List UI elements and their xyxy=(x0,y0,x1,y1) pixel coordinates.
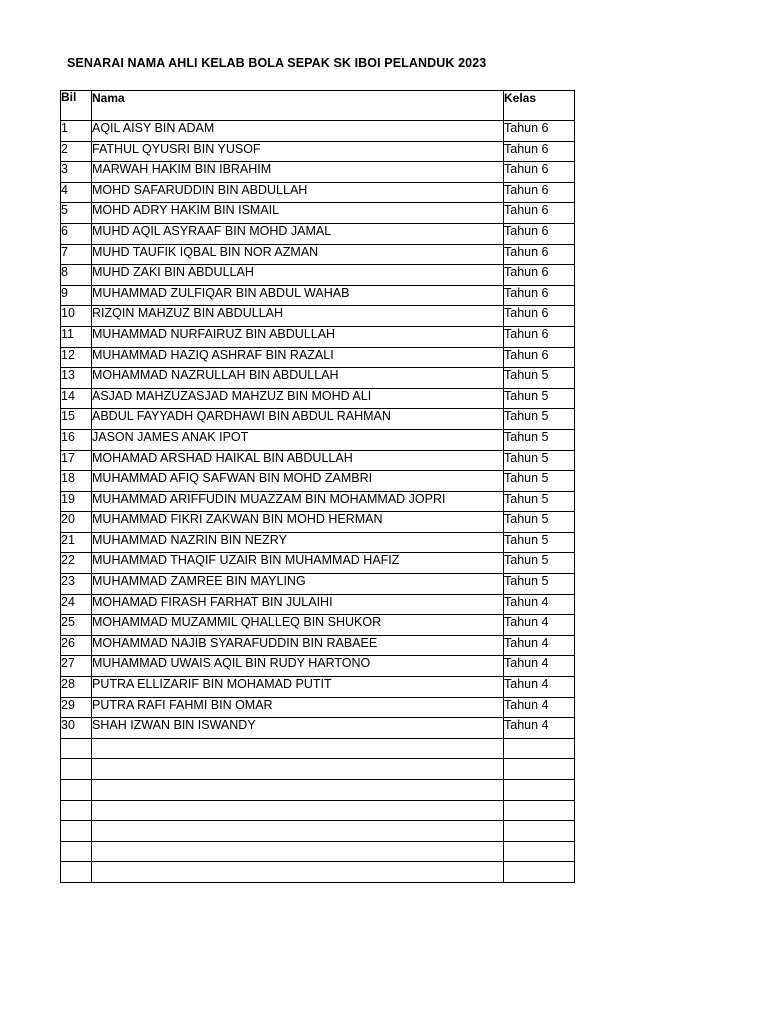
table-row xyxy=(61,821,575,842)
student-name: MUHAMMAD ZULFIQAR BIN ABDUL WAHAB xyxy=(92,285,504,306)
table-row xyxy=(61,162,575,183)
student-name: MOHAMAD FIRASH FARHAT BIN JULAIHI xyxy=(92,594,504,615)
table-row xyxy=(61,326,575,347)
student-name: MOHAMMAD NAZRULLAH BIN ABDULLAH xyxy=(92,368,504,389)
student-class: Tahun 6 xyxy=(504,141,575,162)
student-name: MUHAMMAD THAQIF UZAIR BIN MUHAMMAD HAFIZ xyxy=(92,553,504,574)
student-name: MOHAMAD ARSHAD HAIKAL BIN ABDULLAH xyxy=(92,450,504,471)
row-number: 17 xyxy=(61,450,92,471)
row-number: 2 xyxy=(61,141,92,162)
student-class: Tahun 6 xyxy=(504,326,575,347)
table-row xyxy=(61,306,575,327)
row-number xyxy=(61,759,92,780)
row-number: 26 xyxy=(61,635,92,656)
row-number: 24 xyxy=(61,594,92,615)
student-name: ABDUL FAYYADH QARDHAWI BIN ABDUL RAHMAN xyxy=(92,409,504,430)
student-name xyxy=(92,780,504,801)
student-class: Tahun 5 xyxy=(504,450,575,471)
student-name: MOHD SAFARUDDIN BIN ABDULLAH xyxy=(92,182,504,203)
student-name: MUHAMMAD ZAMREE BIN MAYLING xyxy=(92,574,504,595)
row-number: 7 xyxy=(61,244,92,265)
table-row xyxy=(61,388,575,409)
student-class: Tahun 6 xyxy=(504,285,575,306)
student-name: MUHAMMAD FIKRI ZAKWAN BIN MOHD HERMAN xyxy=(92,512,504,533)
student-class: Tahun 5 xyxy=(504,409,575,430)
student-class: Tahun 4 xyxy=(504,656,575,677)
student-name: JASON JAMES ANAK IPOT xyxy=(92,429,504,450)
table-row xyxy=(61,121,575,142)
row-number xyxy=(61,800,92,821)
row-number: 1 xyxy=(61,121,92,142)
student-name: AQIL AISY BIN ADAM xyxy=(92,121,504,142)
table-row xyxy=(61,347,575,368)
student-name: MUHAMMAD NURFAIRUZ BIN ABDULLAH xyxy=(92,326,504,347)
student-class: Tahun 6 xyxy=(504,203,575,224)
table-row xyxy=(61,718,575,739)
student-class: Tahun 5 xyxy=(504,388,575,409)
table-row xyxy=(61,409,575,430)
student-name: ASJAD MAHZUZASJAD MAHZUZ BIN MOHD ALI xyxy=(92,388,504,409)
row-number: 20 xyxy=(61,512,92,533)
student-name: MARWAH HAKIM BIN IBRAHIM xyxy=(92,162,504,183)
student-class: Tahun 4 xyxy=(504,615,575,636)
student-name: MOHAMMAD MUZAMMIL QHALLEQ BIN SHUKOR xyxy=(92,615,504,636)
student-name: SHAH IZWAN BIN ISWANDY xyxy=(92,718,504,739)
table-row xyxy=(61,862,575,883)
row-number: 30 xyxy=(61,718,92,739)
table-row xyxy=(61,697,575,718)
student-class xyxy=(504,821,575,842)
student-name xyxy=(92,800,504,821)
row-number: 18 xyxy=(61,471,92,492)
student-class: Tahun 4 xyxy=(504,718,575,739)
table-row xyxy=(61,759,575,780)
table-row xyxy=(61,285,575,306)
student-class xyxy=(504,862,575,883)
table-row xyxy=(61,635,575,656)
student-class: Tahun 6 xyxy=(504,306,575,327)
table-header-row xyxy=(61,91,575,121)
student-name: RIZQIN MAHZUZ BIN ABDULLAH xyxy=(92,306,504,327)
row-number: 19 xyxy=(61,491,92,512)
student-class: Tahun 5 xyxy=(504,368,575,389)
student-name: MUHAMMAD NAZRIN BIN NEZRY xyxy=(92,532,504,553)
student-name: MUHAMMAD HAZIQ ASHRAF BIN RAZALI xyxy=(92,347,504,368)
student-class: Tahun 5 xyxy=(504,512,575,533)
student-class xyxy=(504,780,575,801)
header-bil: Bil xyxy=(61,91,92,121)
table-row xyxy=(61,574,575,595)
table-row xyxy=(61,450,575,471)
student-name: PUTRA RAFI FAHMI BIN OMAR xyxy=(92,697,504,718)
row-number xyxy=(61,862,92,883)
row-number: 4 xyxy=(61,182,92,203)
student-class xyxy=(504,800,575,821)
table-row xyxy=(61,429,575,450)
row-number: 12 xyxy=(61,347,92,368)
row-number: 8 xyxy=(61,265,92,286)
table-row xyxy=(61,223,575,244)
table-row xyxy=(61,532,575,553)
student-name: MUHAMMAD ARIFFUDIN MUAZZAM BIN MOHAMMAD JOPRI xyxy=(92,491,504,512)
student-name xyxy=(92,759,504,780)
table-row xyxy=(61,677,575,698)
row-number xyxy=(61,841,92,862)
table-row xyxy=(61,265,575,286)
student-name: MOHAMMAD NAJIB SYARAFUDDIN BIN RABAEE xyxy=(92,635,504,656)
row-number: 10 xyxy=(61,306,92,327)
student-name: MUHD TAUFIK IQBAL BIN NOR AZMAN xyxy=(92,244,504,265)
student-class: Tahun 4 xyxy=(504,594,575,615)
table-row xyxy=(61,594,575,615)
student-class: Tahun 6 xyxy=(504,244,575,265)
student-class: Tahun 5 xyxy=(504,532,575,553)
student-name: MUHD ZAKI BIN ABDULLAH xyxy=(92,265,504,286)
table-row xyxy=(61,141,575,162)
row-number xyxy=(61,738,92,759)
table-row xyxy=(61,368,575,389)
row-number xyxy=(61,821,92,842)
table-row xyxy=(61,738,575,759)
student-name xyxy=(92,821,504,842)
student-name: MUHAMMAD UWAIS AQIL BIN RUDY HARTONO xyxy=(92,656,504,677)
table-row xyxy=(61,841,575,862)
student-name xyxy=(92,862,504,883)
row-number: 21 xyxy=(61,532,92,553)
table-row xyxy=(61,780,575,801)
row-number: 16 xyxy=(61,429,92,450)
header-kelas: Kelas xyxy=(504,91,575,121)
table-row xyxy=(61,512,575,533)
table-row xyxy=(61,182,575,203)
student-class: Tahun 6 xyxy=(504,223,575,244)
row-number: 11 xyxy=(61,326,92,347)
row-number: 15 xyxy=(61,409,92,430)
row-number: 3 xyxy=(61,162,92,183)
table-row xyxy=(61,244,575,265)
student-name: MUHAMMAD AFIQ SAFWAN BIN MOHD ZAMBRI xyxy=(92,471,504,492)
table-row xyxy=(61,615,575,636)
student-class: Tahun 5 xyxy=(504,491,575,512)
member-table xyxy=(60,90,575,883)
table-row xyxy=(61,491,575,512)
student-class xyxy=(504,841,575,862)
row-number: 13 xyxy=(61,368,92,389)
page-title: SENARAI NAMA AHLI KELAB BOLA SEPAK SK IBOI PELANDUK 2023 xyxy=(67,56,487,70)
student-name: MOHD ADRY HAKIM BIN ISMAIL xyxy=(92,203,504,224)
row-number: 23 xyxy=(61,574,92,595)
student-class xyxy=(504,738,575,759)
table-row xyxy=(61,656,575,677)
student-class: Tahun 5 xyxy=(504,574,575,595)
table-row xyxy=(61,553,575,574)
student-class: Tahun 5 xyxy=(504,553,575,574)
student-name xyxy=(92,738,504,759)
row-number: 25 xyxy=(61,615,92,636)
student-name: MUHD AQIL ASYRAAF BIN MOHD JAMAL xyxy=(92,223,504,244)
student-class: Tahun 4 xyxy=(504,635,575,656)
student-name: FATHUL QYUSRI BIN YUSOF xyxy=(92,141,504,162)
student-class xyxy=(504,759,575,780)
row-number: 28 xyxy=(61,677,92,698)
student-name: PUTRA ELLIZARIF BIN MOHAMAD PUTIT xyxy=(92,677,504,698)
row-number: 14 xyxy=(61,388,92,409)
table-row xyxy=(61,471,575,492)
table-row xyxy=(61,800,575,821)
student-class: Tahun 5 xyxy=(504,429,575,450)
student-class: Tahun 6 xyxy=(504,347,575,368)
row-number xyxy=(61,780,92,801)
row-number: 27 xyxy=(61,656,92,677)
row-number: 9 xyxy=(61,285,92,306)
row-number: 22 xyxy=(61,553,92,574)
student-class: Tahun 6 xyxy=(504,162,575,183)
student-name xyxy=(92,841,504,862)
row-number: 6 xyxy=(61,223,92,244)
student-class: Tahun 4 xyxy=(504,697,575,718)
row-number: 5 xyxy=(61,203,92,224)
student-class: Tahun 6 xyxy=(504,182,575,203)
student-class: Tahun 5 xyxy=(504,471,575,492)
table-row xyxy=(61,203,575,224)
student-class: Tahun 6 xyxy=(504,121,575,142)
table-body xyxy=(61,121,575,883)
student-class: Tahun 4 xyxy=(504,677,575,698)
student-class: Tahun 6 xyxy=(504,265,575,286)
header-nama: Nama xyxy=(92,91,504,121)
row-number: 29 xyxy=(61,697,92,718)
